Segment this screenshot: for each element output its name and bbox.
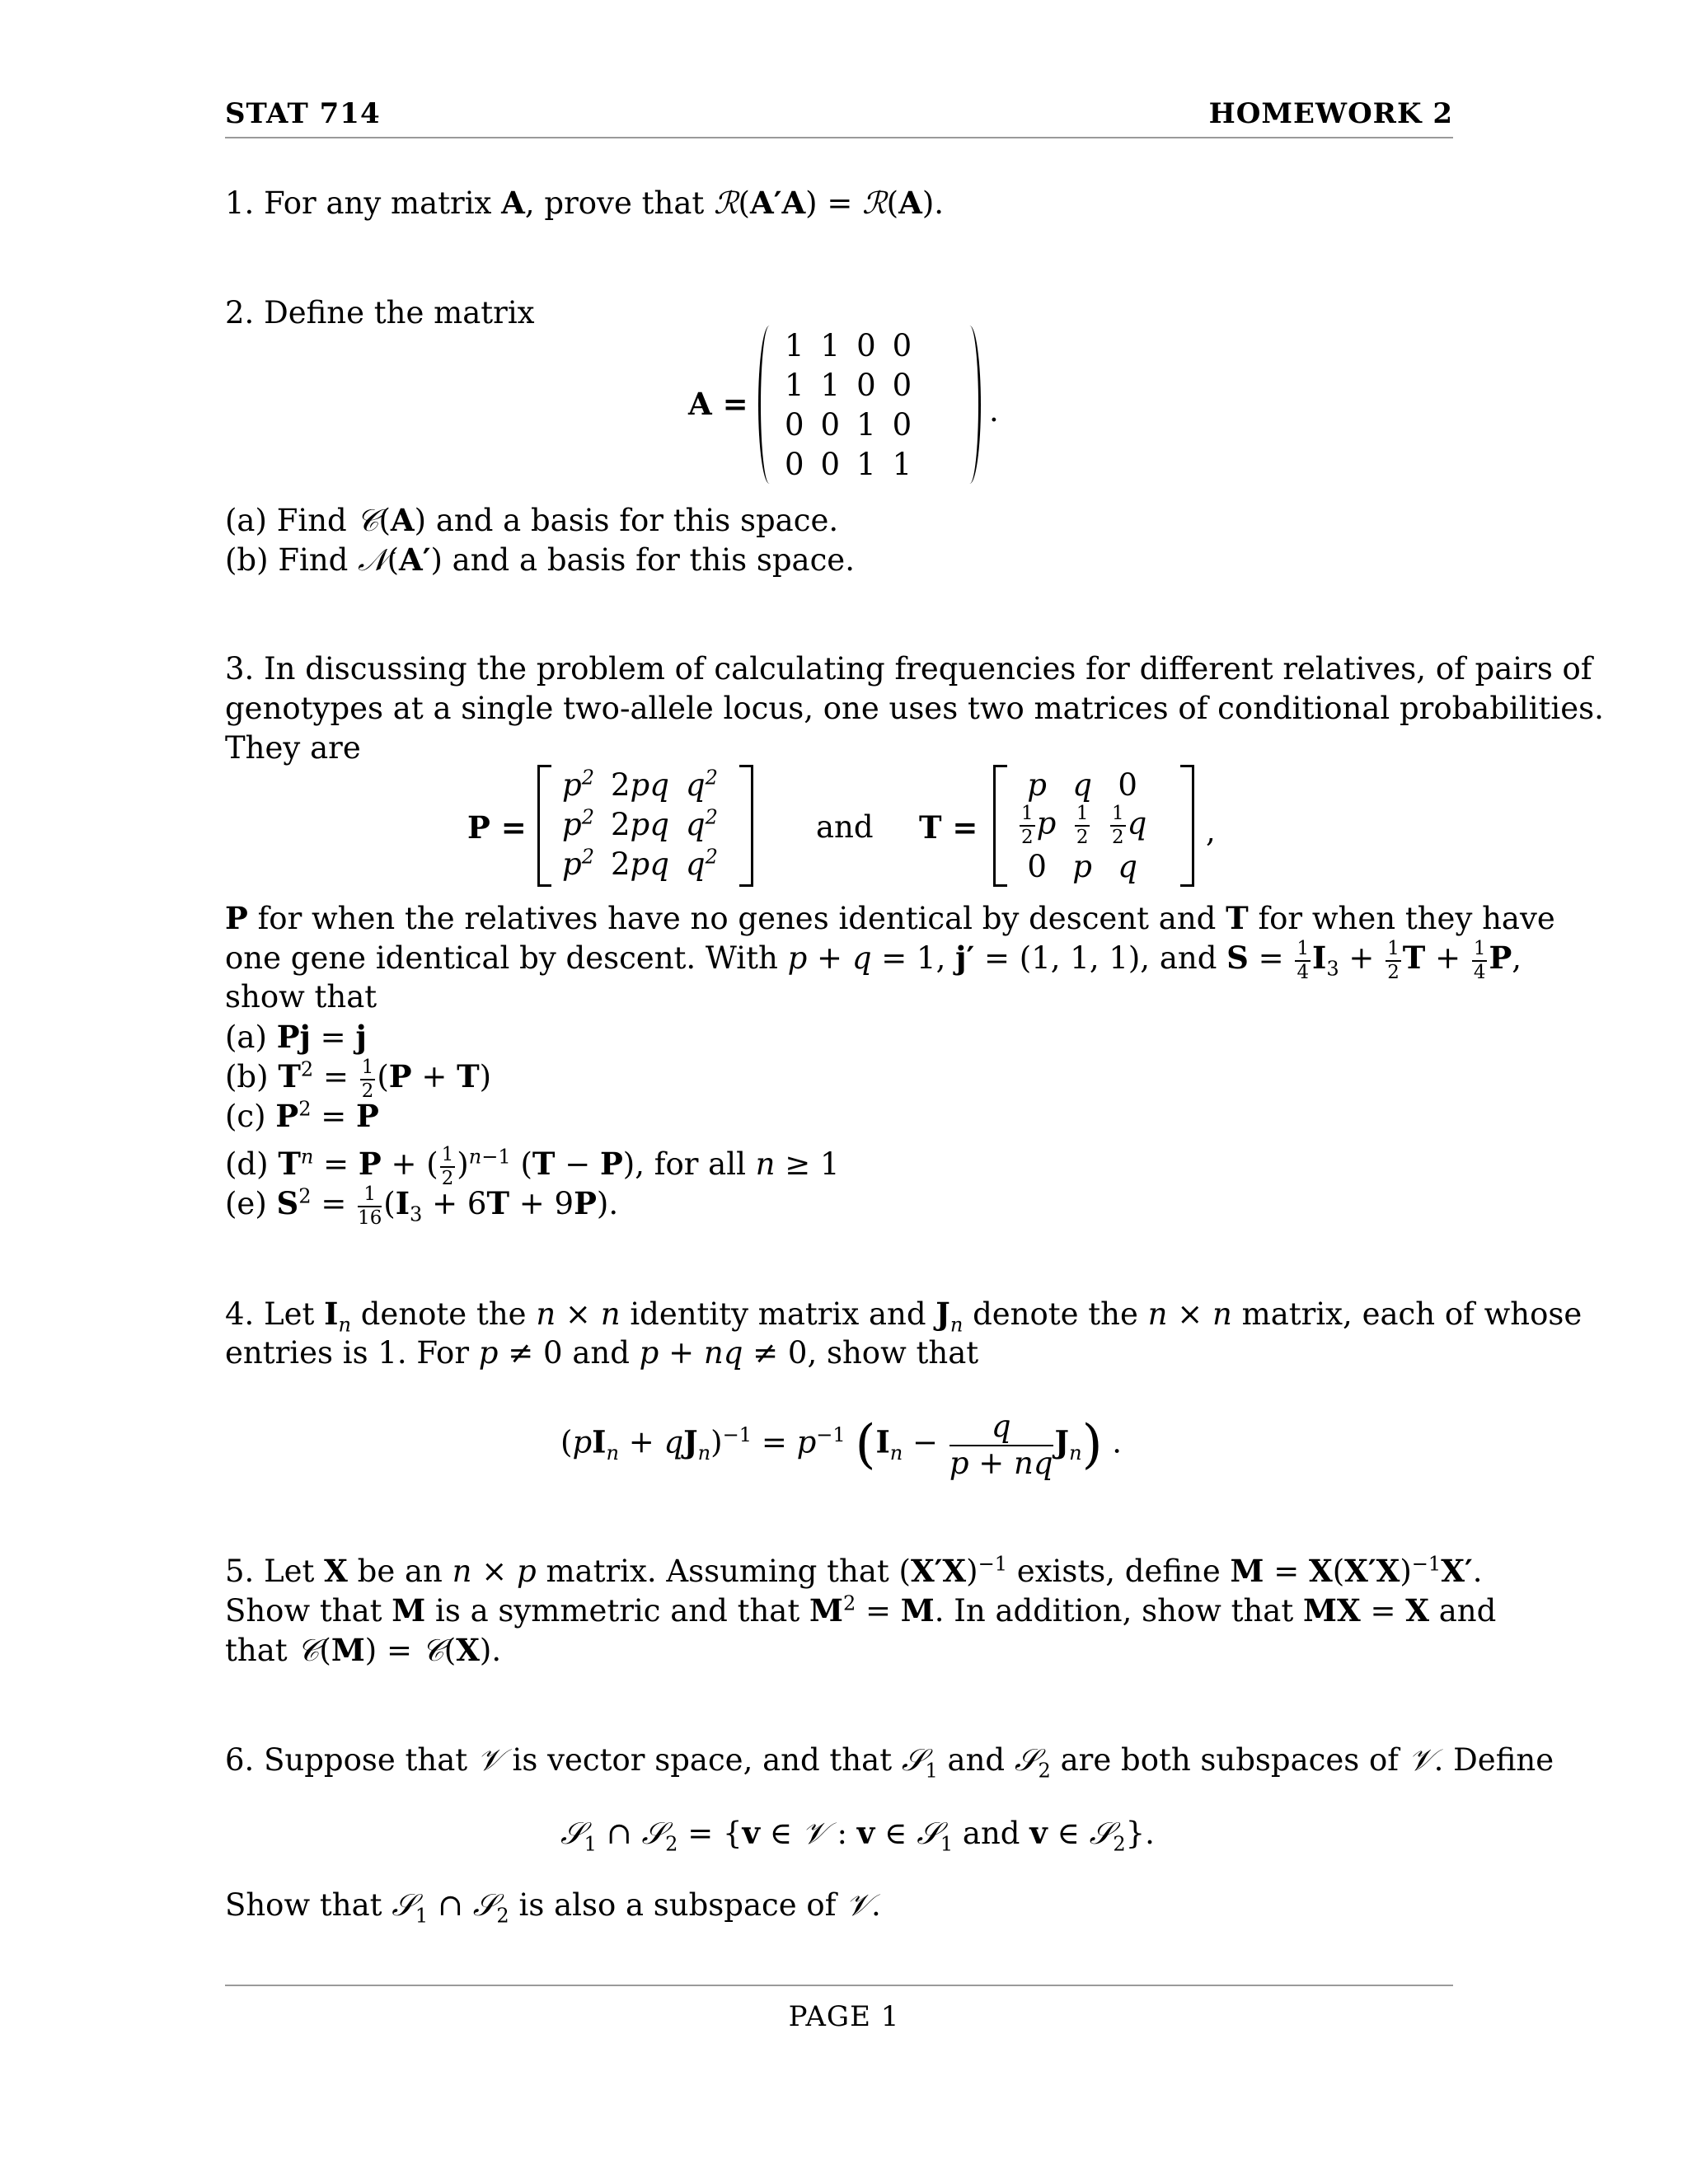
problem-5-line2: Show that M is a symmetric and that $M^2 = M$. In addition, show that MX = X and	[225, 1591, 1497, 1629]
problem-5-line1: 5. Let X be an n × p matrix. Assuming that $(X'X)^{-1}$ exists, define $M = X(X'X)^{-1}X'$.	[225, 1552, 1483, 1589]
problem-2b: (b) Find 𝒩(A′) and a basis for this space.	[225, 541, 855, 578]
problem-3-desc2: one gene identical by descent. With p + q = 1, j′ = (1, 1, 1), and S = $\frac{1}{4}$ $I_3$ + $\frac{1}{2}$ T + $\frac{1}{4}$ P,	[225, 937, 1522, 983]
assignment-title: HOMEWORK 2	[1208, 97, 1453, 130]
page-number: PAGE 1	[788, 2000, 900, 2033]
problem-2a: (a) Find 𝒞(A) and a basis for this space.	[225, 502, 839, 538]
matrix-a-label: A =	[688, 386, 748, 422]
problem-3-line2: genotypes at a single two-allele locus, one uses two matrices of conditional probabilities.	[225, 691, 1604, 726]
problem-3d: (d) $T^n = P$ + ( $\frac{1}{2}$ )$^{n-1}$ (T − P), for all n ≥ 1	[225, 1143, 840, 1189]
matrix-t: p q 0 $\frac{1}{2}$ p $\frac{1}{2}$ $\frac{1}{2}$ q 0 p q	[993, 765, 1194, 887]
problem-6-definition: 𝒮$_1$ ∩ 𝒮$_2$ = {v ∈ 𝒱 : v ∈ 𝒮$_1$ and v ∈ 𝒮$_2$}.	[560, 1815, 1155, 1856]
problem-4-equation: $(pI_n + qJ_n)^{-1} = p^{-1}$ ($I_n$ − $\frac{q}{p + nq}$ $J_n$) .	[560, 1408, 1123, 1481]
matrix-t-label: T =	[919, 809, 978, 846]
homework-page: STAT 714 HOMEWORK 2 1. For any matrix A, prove that ℛ(A′A) = ℛ(A). 2. Define the matrix A = 1 1 0 0 1 1 0 0 0 0 1 0 0 0 1 1 . (a) Find 𝒞(A) and a basis for this space. (b) Find 𝒩(A′) and a basis for this space. 3. In discussing the problem of calculating frequencies for different relatives, of pairs of genotypes at a single two-allele locus, one uses two matrices of conditional probabilities. They are P = $p^2$ 2pq $q^2$ $p^2$ 2pq $q^2$ $p^2$ 2pq $q^2$ and T = p q 0 $\frac{1}{2}$ p $\frac{1}{2}$ $\frac{1}{2}$ q 0 p q , P for when the relatives have no genes identical by descent and T for when they have one gene identical by descent. With p + q = 1, j′ = (1, 1, 1), and S = $\frac{1}{4}$ $I_3$ + $\frac{1}{2}$ T + $\frac{1}{4}$ P, show that (a) Pj = j (b) $T^2$ = $\frac{1}{2}$ (P + T) (c) $P^2 = P$ (d) $T^n = P$ + ( $\frac{1}{2}$ )$^{n-1}$ (T − P), for all n ≥ 1 (e) $S^2$ = $\frac{1}{16}$ $(I_3 + 6T + 9P)$. 4. Let $I_n$ denote the n × n identity matrix and $J_n$ denote the n × n matrix, each of whose entries is 1. For p ≠ 0 and p + nq ≠ 0, show that $(pI_n + qJ_n)^{-1} = p^{-1}$ ($I_n$ − $\frac{q}{p + nq}$ $J_n$) . 5. Let X be an n × p matrix. Assuming that $(X'X)^{-1}$ exists, define $M = X(X'X)^{-1}X'$. Show that M is a symmetric and that $M^2 = M$. In addition, show that MX = X and that 𝒞(M) = 𝒞(X). 6. Suppose that 𝒱 is vector space, and that 𝒮$_1$ and 𝒮$_2$ are both subspaces of 𝒱. Define 𝒮$_1$ ∩ 𝒮$_2$ = {v ∈ 𝒱 : v ∈ 𝒮$_1$ and v ∈ 𝒮$_2$}. Show that 𝒮$_1$ ∩ 𝒮$_2$ is also a subspace of 𝒱. PAGE 1	[0, 0, 1688, 2184]
problem-3-showthat: show that	[225, 979, 377, 1015]
matrix-a: 1 1 0 0 1 1 0 0 0 0 1 0 0 0 1 1	[758, 326, 981, 484]
matrix-p-label: P =	[467, 809, 527, 846]
and-word: and	[816, 809, 874, 845]
problem-5-line3: that 𝒞(M) = 𝒞(X).	[225, 1632, 502, 1668]
footer-rule	[225, 1985, 1453, 1986]
course-label: STAT 714	[225, 97, 381, 130]
problem-3-desc1: P for when the relatives have no genes identical by descent and T for when they have	[225, 900, 1555, 936]
header-rule	[225, 137, 1453, 138]
problem-3-line1: 3. In discussing the problem of calculating frequencies for different relatives, of pairs of	[225, 651, 1592, 687]
problem-2-intro: 2. Define the matrix	[225, 295, 535, 330]
problem-6-line1: 6. Suppose that 𝒱 is vector space, and that 𝒮$_1$ and 𝒮$_2$ are both subspaces of 𝒱. Define	[225, 1742, 1554, 1783]
problem-6-line3: Show that 𝒮$_1$ ∩ 𝒮$_2$ is also a subspace of 𝒱.	[225, 1887, 881, 1928]
problem-4-line1: 4. Let $I_n$ denote the n × n identity matrix and $J_n$ denote the n × n matrix, each of whose	[225, 1296, 1582, 1337]
problem-4-line2: entries is 1. For p ≠ 0 and p + nq ≠ 0, show that	[225, 1335, 979, 1371]
matrix-p: $p^2$ 2pq $q^2$ $p^2$ 2pq $q^2$ $p^2$ 2pq $q^2$	[537, 765, 753, 887]
problem-1: 1. For any matrix A, prove that ℛ(A′A) = ℛ(A).	[225, 185, 945, 221]
page-header	[225, 97, 1453, 135]
problem-3a: (a) Pj = j	[225, 1019, 367, 1055]
problem-3-line3: They are	[225, 730, 361, 766]
problem-3c: (c) $P^2 = P$	[225, 1097, 379, 1134]
problem-3b: (b) $T^2$ = $\frac{1}{2}$ (P + T)	[225, 1056, 492, 1102]
problem-3e: (e) $S^2$ = $\frac{1}{16}$ $(I_3 + 6T + 9P)$.	[225, 1183, 619, 1229]
